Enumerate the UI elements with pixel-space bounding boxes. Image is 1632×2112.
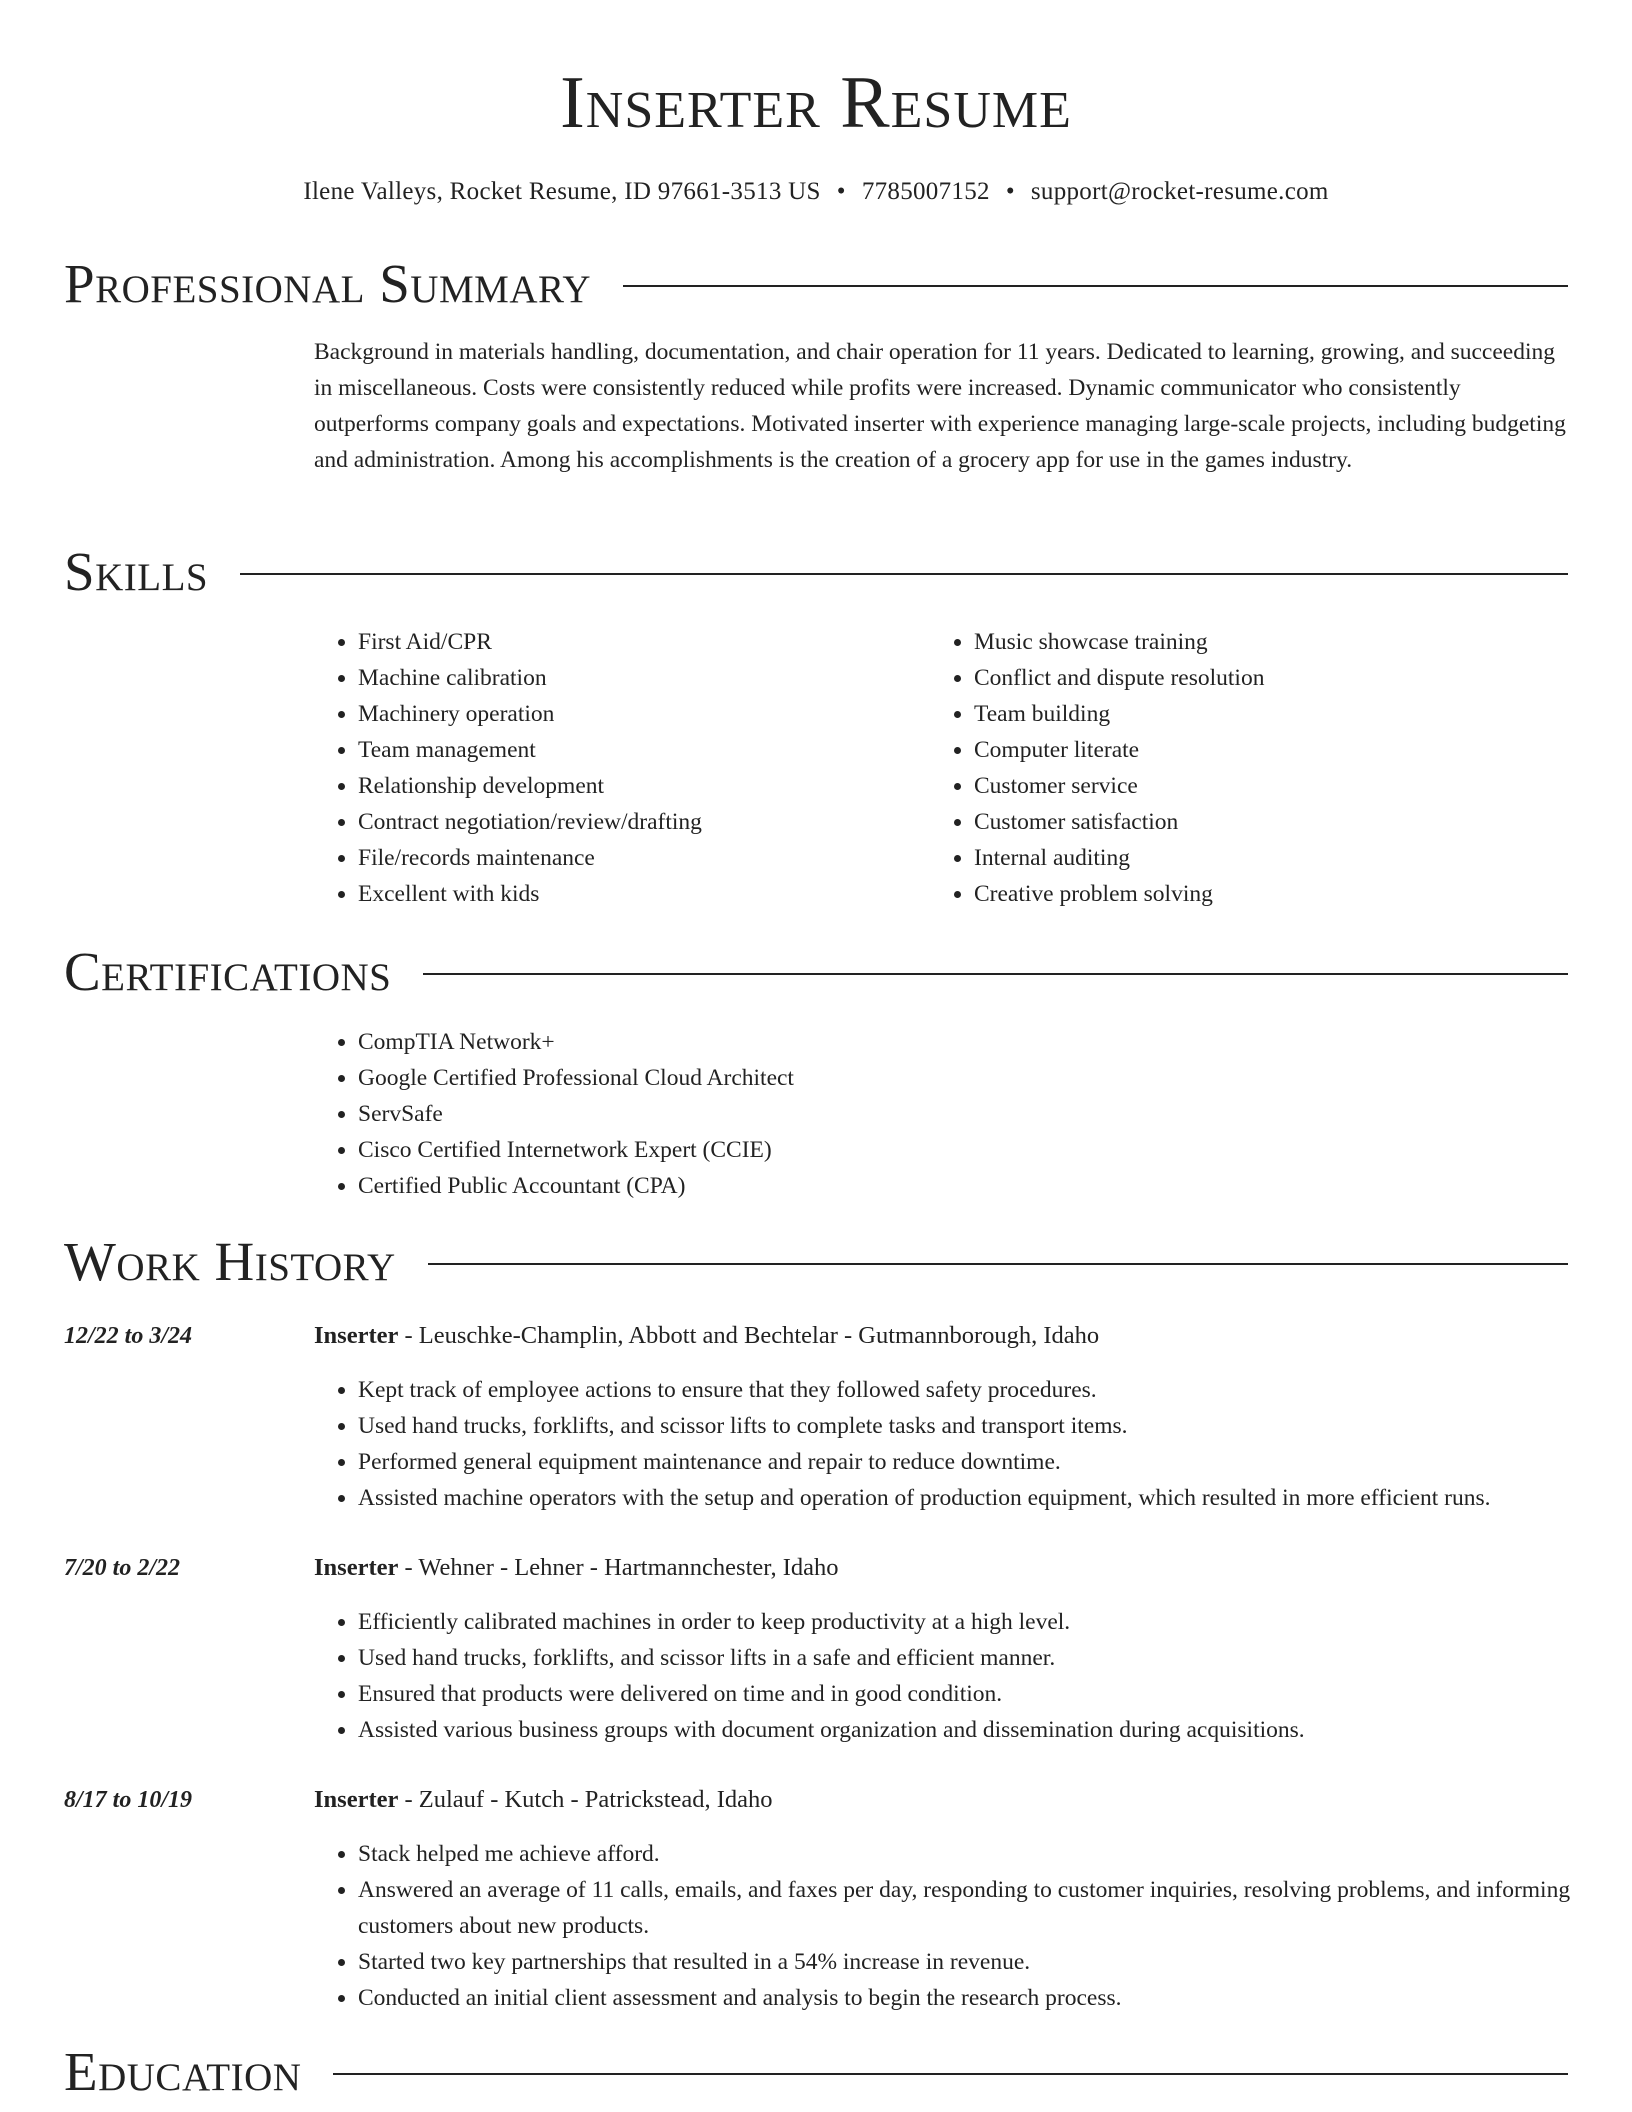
resume-title: Inserter Resume [560, 62, 1072, 144]
job-company: - Leuschke-Champlin, Abbott and Bechtelar - Gutmannborough, Idaho [398, 1322, 1100, 1349]
summary-section-header [64, 252, 1568, 316]
summary-text: Background in materials handling, documentation, and chair operation for 11 years. Dedicated to learning, growing, and succeeding in miscellaneous. Costs were consistently reduced while profits were increased. Dynamic communicator who consistently outperforms company goals and expectations. Motivated inserter with experience managing large-scale projects, including budgeting and administration. Among his accomplishments is the creation of a grocery app for use in the games industry. [314, 339, 1566, 473]
certification-item: • Google Certified Professional Cloud Architect [358, 1060, 1558, 1096]
job-bullet: • Used hand trucks, forklifts, and scissor lifts in a safe and efficient manner. [358, 1640, 1618, 1676]
job-role: Inserter [314, 1786, 399, 1813]
job-bullet: • Ensured that products were delivered on time and in good condition. [358, 1676, 1618, 1712]
skill-item: • Music showcase training [974, 624, 1594, 660]
skill-item: • Machine calibration [358, 660, 918, 696]
skill-item: • First Aid/CPR [358, 624, 918, 660]
job-role: Inserter [314, 1322, 399, 1349]
job-dates: 7/20 to 2/22 [64, 1555, 181, 1581]
education-section-header [64, 2040, 1568, 2104]
work-section-header [64, 1230, 1568, 1294]
skill-item: • Conflict and dispute resolution [974, 660, 1594, 696]
skill-item: • Machinery operation [358, 696, 918, 732]
contact-line [0, 175, 1632, 209]
summary-heading: Professional Summary [64, 253, 592, 314]
contact-separator: • [836, 178, 846, 205]
job-bullet: • Used hand trucks, forklifts, and scissor lifts to complete tasks and transport items. [358, 1408, 1618, 1444]
section-divider [623, 285, 1568, 287]
skill-item: • File/records maintenance [358, 840, 918, 876]
skill-item: • Customer satisfaction [974, 804, 1594, 840]
job-title [314, 1550, 838, 1586]
job-company: - Wehner - Lehner - Hartmannchester, Idaho [398, 1554, 839, 1581]
certification-item: • Certified Public Accountant (CPA) [358, 1168, 1558, 1204]
job-bullet: • Conducted an initial client assessment and analysis to begin the research process. [358, 1980, 1618, 2016]
skills-heading: Skills [64, 541, 209, 602]
job-bullets [314, 1604, 1618, 1748]
skill-item: • Contract negotiation/review/drafting [358, 804, 918, 840]
certifications-heading: Certifications [64, 941, 392, 1002]
contact-separator: • [1005, 178, 1015, 205]
certifications-list [314, 1024, 1558, 1204]
contact-email[interactable]: support@rocket-resume.com [1030, 178, 1329, 205]
work-heading: Work History [64, 1231, 396, 1292]
education-heading: Education [64, 2041, 302, 2102]
job-bullet: • Efficiently calibrated machines in order to keep productivity at a high level. [358, 1604, 1618, 1640]
job-title [314, 1318, 1099, 1354]
certification-item: • ServSafe [358, 1096, 1558, 1132]
job-dates: 8/17 to 10/19 [64, 1787, 193, 1813]
skill-item: • Excellent with kids [358, 876, 918, 912]
job-bullet: • Assisted machine operators with the setup and operation of production equipment, which resulted in more efficient runs. [358, 1480, 1618, 1516]
contact-phone: 7785007152 [861, 178, 990, 205]
section-divider [240, 573, 1568, 575]
section-divider [428, 1263, 1568, 1265]
skill-item: • Computer literate [974, 732, 1594, 768]
job-title [314, 1782, 773, 1818]
job-bullets [314, 1836, 1618, 2016]
job-bullet: • Stack helped me achieve afford. [358, 1836, 1618, 1872]
skill-item: • Team management [358, 732, 918, 768]
skills-list-left [314, 624, 918, 912]
job-role: Inserter [314, 1554, 399, 1581]
section-divider [333, 2073, 1568, 2075]
skills-list-right [930, 624, 1594, 912]
job-bullet: • Started two key partnerships that resulted in a 54% increase in revenue. [358, 1944, 1618, 1980]
skill-item: • Creative problem solving [974, 876, 1594, 912]
contact-address: Ilene Valleys, Rocket Resume, ID 97661-3513 US [303, 178, 821, 205]
skills-section-header [64, 540, 1568, 604]
certification-item: • Cisco Certified Internetwork Expert (CCIE) [358, 1132, 1558, 1168]
job-company: - Zulauf - Kutch - Patrickstead, Idaho [398, 1786, 773, 1813]
section-divider [423, 973, 1568, 975]
job-bullet: • Answered an average of 11 calls, emails, and faxes per day, responding to customer inquiries, resolving problems, and informing customers about new products. [358, 1872, 1618, 1944]
job-dates: 12/22 to 3/24 [64, 1323, 193, 1349]
skill-item: • Customer service [974, 768, 1594, 804]
job-bullet: • Performed general equipment maintenance and repair to reduce downtime. [358, 1444, 1618, 1480]
skill-item: • Relationship development [358, 768, 918, 804]
certification-item: • CompTIA Network+ [358, 1024, 1558, 1060]
job-bullets [314, 1372, 1618, 1516]
skill-item: • Internal auditing [974, 840, 1594, 876]
skill-item: • Team building [974, 696, 1594, 732]
certifications-section-header [64, 940, 1568, 1004]
job-bullet: • Assisted various business groups with document organization and dissemination during acquisitions. [358, 1712, 1618, 1748]
job-bullet: • Kept track of employee actions to ensure that they followed safety procedures. [358, 1372, 1618, 1408]
